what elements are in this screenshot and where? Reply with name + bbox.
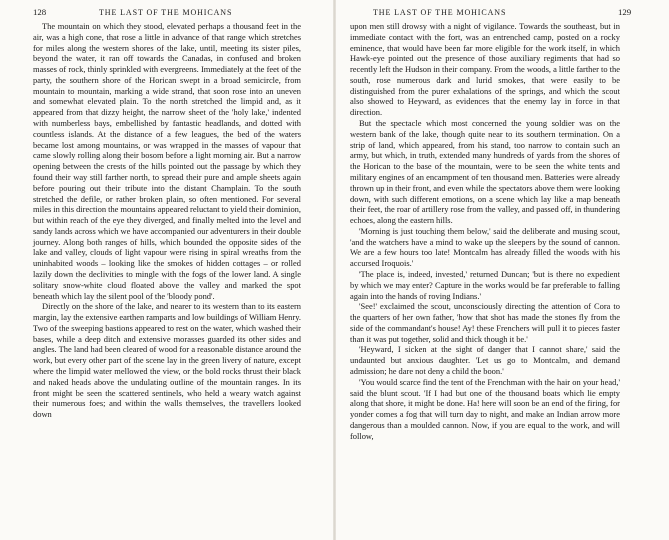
- right-page: [336, 0, 669, 540]
- paragraph: 'See!' exclaimed the scout, unconsciously directing the attention of Cora to the quarters of her own father, 'how that shot has made the stones fly from the side of the commandant's house! Ay! these Frenchers will pull it to pieces faster than it was put together, solid and thick though it be.': [350, 301, 620, 344]
- body-text-right: [350, 21, 620, 441]
- paragraph: 'Morning is just touching them below,' said the deliberate and musing scout, 'and the watchers have a mind to wake up the sleepers by the sound of cannon. We are a few hours too late! Montcalm has already filled the woods with his accursed Iroquois.': [350, 225, 620, 269]
- body-text-left: [33, 21, 301, 420]
- page-number-right: 129: [618, 7, 632, 17]
- running-title-right: THE LAST OF THE MOHICANS: [373, 8, 507, 17]
- paragraph: But the spectacle which most concerned the young soldier was on the western bank of the lake, though quite near to its southern termination. On a strip of land, which appeared, from his stand, too narrow to contain such an army, but which, in truth, extended many hundreds of yards from the shores of the Horican to the base of the mountain, were to be seen the white tents and military engines of an encampment of ten thousand men. Batteries were already thrown up in their front, and even while the spectators above them were looking down, with such different emotions, on a scene which lay like a map beneath their feet, the roar of artillery rose from the valley, and passed off, in thundering echoes, along the eastern hills.: [350, 118, 620, 226]
- paragraph: The mountain on which they stood, elevated perhaps a thousand feet in the air, was a high cone, that rose a little in advance of that range which stretches for miles along the western shores of the lake, until, meeting its sister piles, beyond the water, it ran off towards the Canadas, in confused and broken masses of rock, thinly sprinkled with evergreens. Immediately at the feet of the party, the southern shore of the Horican swept in a broad semicircle, from mountain to mountain, marking a wide strand, that soon rose into an uneven and somewhat elevated plain. To the north stretched the limpid and, as it appeared from that dizzy height, the narrow sheet of the 'holy lake,' indented with numberless bays, embellished by fantastic headlands, and dotted with countless islands. At the distance of a few leagues, the bed of the waters became lost among mountains, or was wrapped in the masses of vapour that came slowly rolling along their bosom before a light morning air. But a narrow opening between the crests of the hills pointed out the passage by which they found their way still farther north, to spread their pure and ample sheets again before pouring out their tribute into the distant Champlain. To the south stretched the defile, or rather broken plain, so often mentioned. For several miles in this direction the mountains appeared reluctant to yield their dominion, but within reach of the eye they diverged, and finally melted into the level and sandy lands across which we have accompanied our adventurers in their double journey. Along both ranges of hills, which bounded the opposite sides of the lake and valley, clouds of light vapour were rising in spiral wreaths from the uninhabited woods – looking like the smokes of hidden cottages – or rolled lazily down the declivities to mingle with the fogs of the lower land. A single solitary snow-white cloud floated above the valley and marked the spot beneath which lay the silent pool of the 'bloody pond'.: [33, 21, 301, 301]
- page-number-left: 128: [33, 7, 47, 17]
- paragraph: 'The place is, indeed, invested,' returned Duncan; 'but is there no expedient by which we may enter? Capture in the works would be far preferable to falling again into the hands of roving Indians.': [350, 268, 620, 301]
- left-page: [0, 0, 333, 540]
- paragraph: Directly on the shore of the lake, and nearer to its western than to its eastern margin, lay the extensive earthen ramparts and low buildings of William Henry. Two of the sweeping bastions appeared to rest on the water, which washed their bases, while a deep ditch and extensive morasses guarded its other sides and angles. The land had been cleared of wood for a reasonable distance around the work, but every other part of the scene lay in the green livery of nature, except where the limpid water mellowed the view, or the bold rocks thrust their black and naked heads above the undulating outline of the mountain ranges. In its front might be seen the scattered sentinels, who held a weary watch against their numerous foes; and within the walls themselves, the travellers looked down: [33, 301, 301, 420]
- paragraph: 'Heyward, I sicken at the sight of danger that I cannot share,' said the undaunted but anxious daughter. 'Let us go to Montcalm, and demand admission; he dare not deny a child the boon.': [350, 344, 620, 376]
- running-title-left: THE LAST OF THE MOHICANS: [99, 8, 233, 17]
- paragraph: 'You would scarce find the tent of the Frenchman with the hair on your head,' said the blunt scout. 'If I had but one of the thousand boats which lie empty along that shore, it might be done. Ha! here will soon be an end of the firing, for yonder comes a fog that will turn day to night, and make an Indian arrow more dangerous than a moulded cannon. Now, if you are equal to the work, and will follow,: [350, 376, 620, 441]
- paragraph: upon men still drowsy with a night of vigilance. Towards the southeast, but in immediate contact with the fort, was an entrenched camp, posted on a rocky eminence, that would have been far more eligible for the work itself, in which Hawk-eye pointed out the presence of those auxiliary regiments that had so recently left the Hudson in their company. From the woods, a little farther to the south, rose numerous dark and lurid smokes, that were easily to be distinguished from the purer exhalations of the springs, and which the scout also showed to Heyward, as evidences that the enemy lay in force in that direction.: [350, 21, 620, 118]
